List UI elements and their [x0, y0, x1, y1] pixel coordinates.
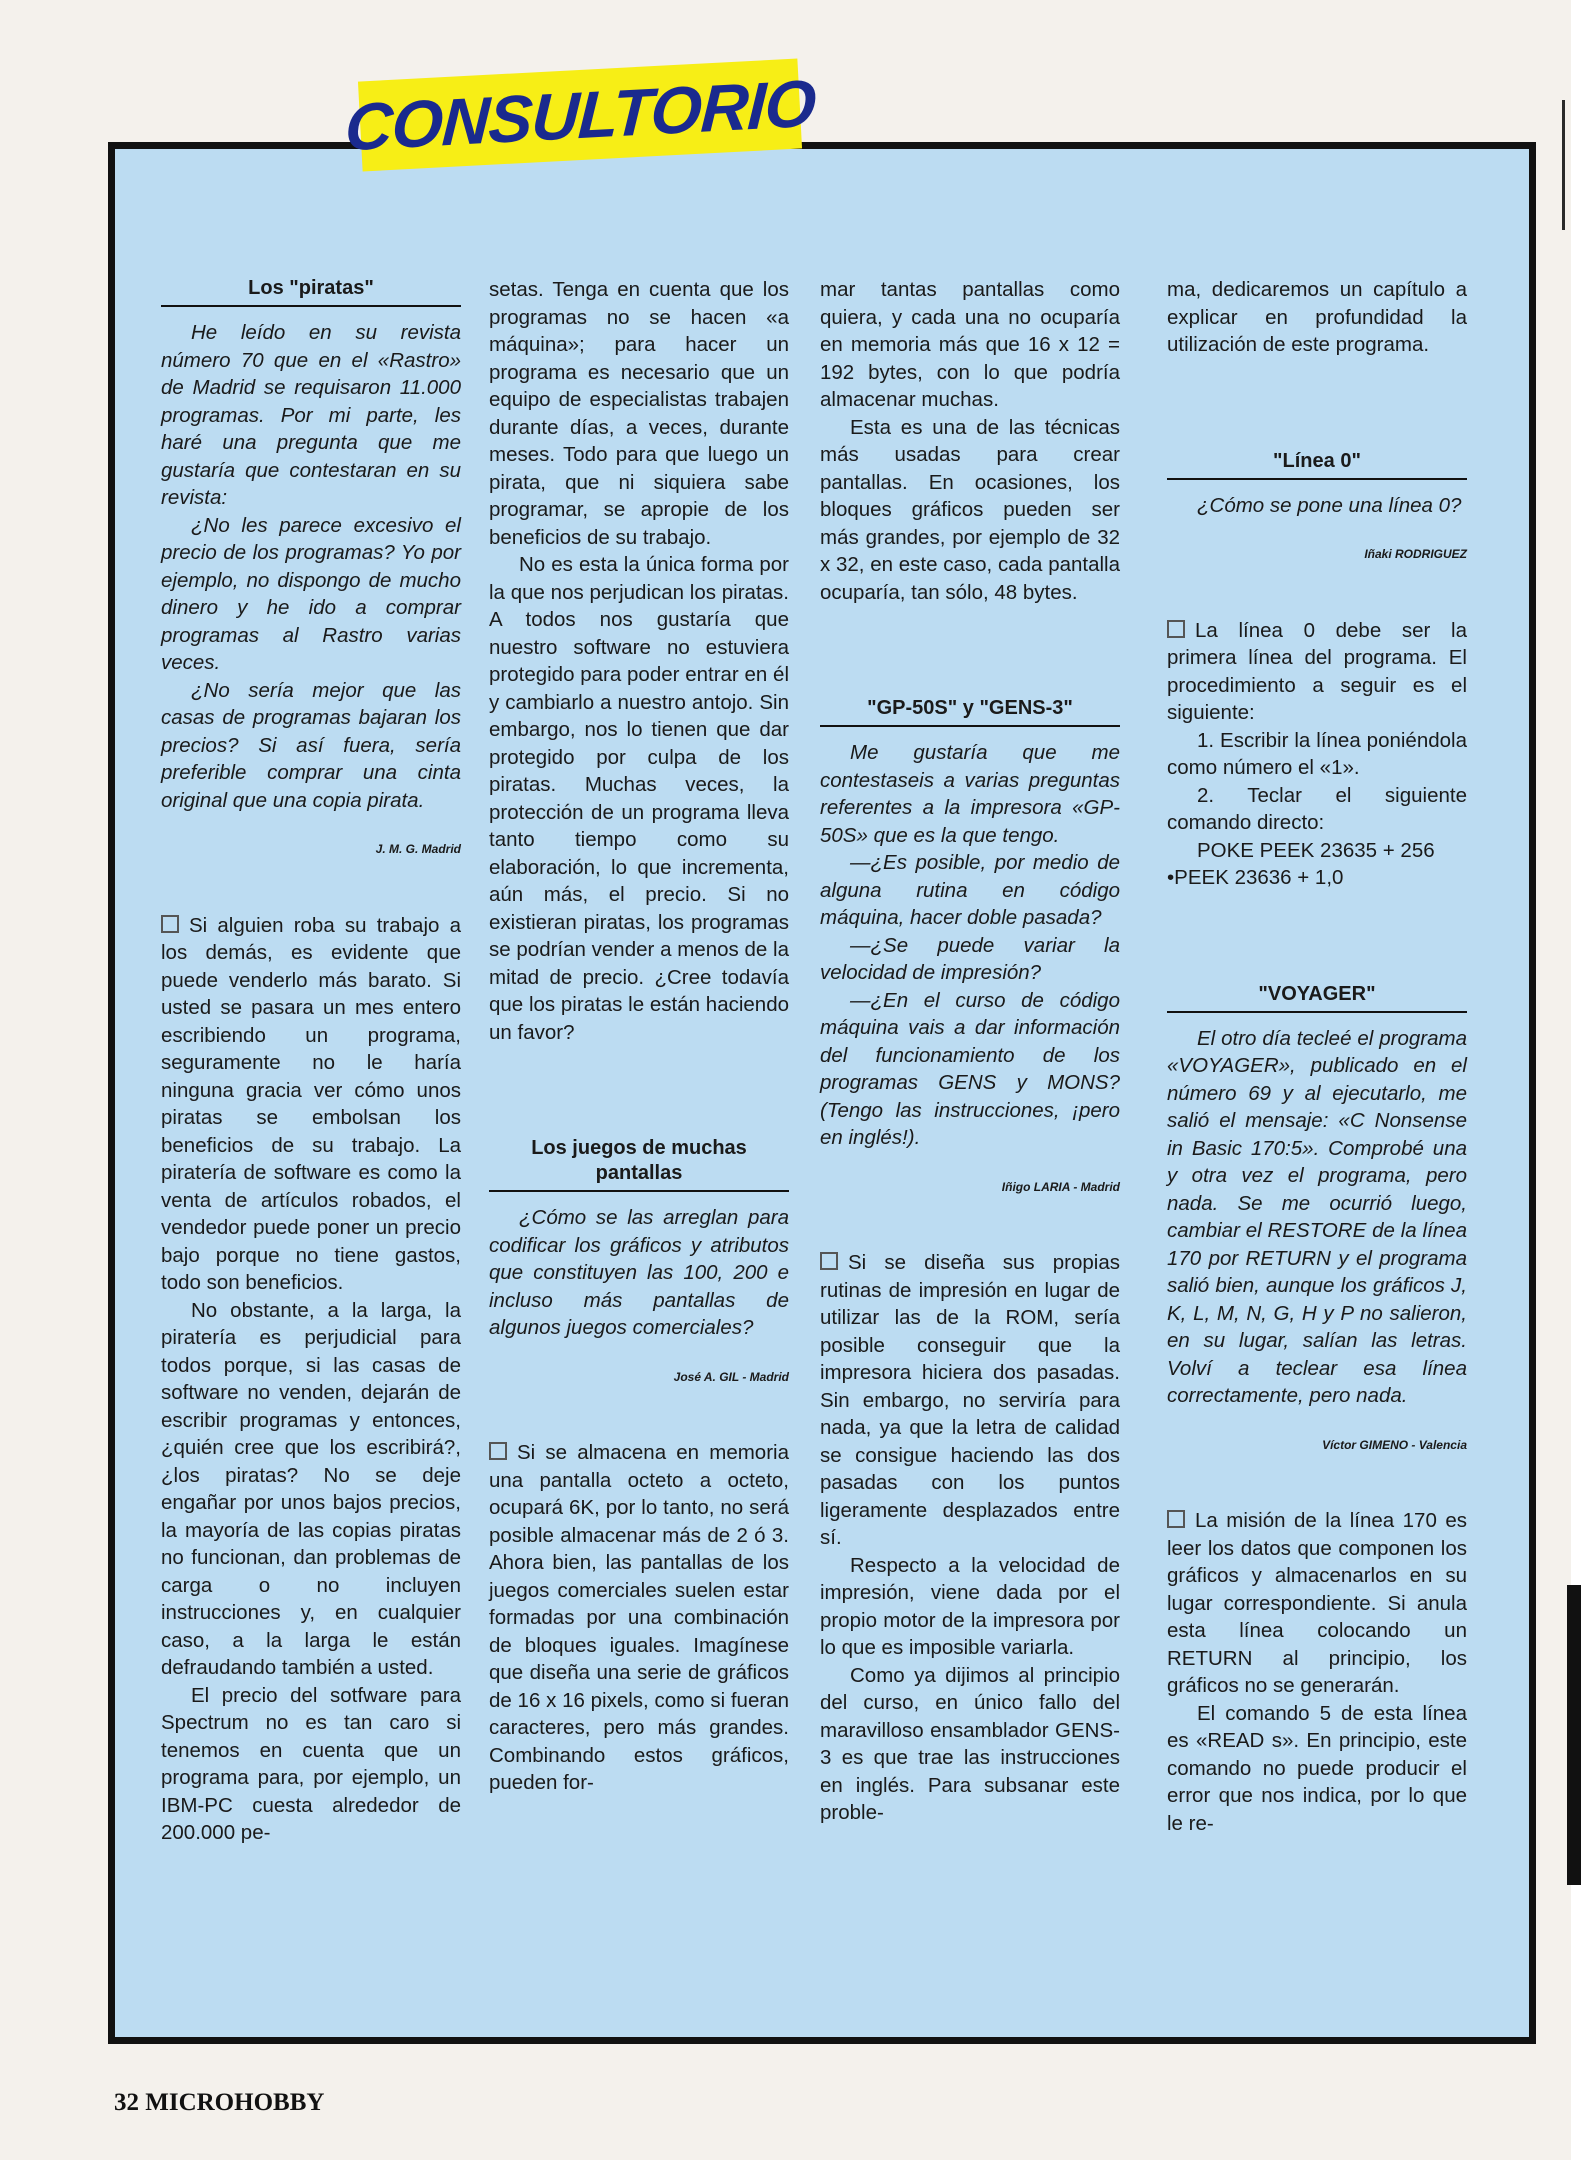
- answer-step: 2. Teclar el siguiente comando directo:: [1167, 783, 1467, 834]
- next-page-rule: [1562, 100, 1565, 230]
- answer-paragraph: mar tantas pantallas como quiera, y cada una no ocuparía en memoria más que 16 x 12 = 192 bytes, con lo que podría almacenar muchas.: [820, 278, 1120, 411]
- letter-signature: Iñigo LARIA - Madrid: [1001, 1179, 1120, 1194]
- page-footer: 32 MICROHOBBY: [114, 2089, 325, 2116]
- answer-box-icon: [489, 1442, 507, 1460]
- answer-paragraph: La línea 0 debe ser la primera línea del programa. El procedimiento a seguir es el siguiente:: [1167, 618, 1467, 724]
- letter-heading: "Línea 0": [1167, 449, 1467, 480]
- column-2: [489, 276, 789, 1797]
- letter-question: ¿Cómo se pone una línea 0?: [1197, 493, 1462, 517]
- answer-paragraph: Si se diseña sus propias rutinas de impresión en lugar de utilizar las de la ROM, sería posible conseguir que la impresora hiciera dos pasadas. Sin embargo, no serviría para nada, ya que la letra de calidad se consigue haciendo las dos pasadas con los puntos ligeramente desplazados entre sí.: [820, 1251, 1120, 1549]
- letter-heading: Los "piratas": [161, 276, 461, 307]
- letter-question: —¿Se puede variar la velocidad de impresión?: [820, 933, 1120, 984]
- column-3: [820, 276, 1120, 1827]
- letter-heading: "VOYAGER": [1167, 982, 1467, 1013]
- letter-question: ¿No les parece excesivo el precio de los programas? Yo por ejemplo, no dispongo de mucho dinero y he ido a comprar programas al Rastro varias veces.: [161, 513, 461, 674]
- answer-paragraph: El comando 5 de esta línea es «READ s». En principio, este comando no puede producir el error que nos indica, por lo que le re-: [1167, 1701, 1467, 1835]
- answer-paragraph: Si se almacena en memoria una pantalla octeto a octeto, ocupará 6K, por lo tanto, no será posible almacenar más de 2 ó 3. Ahora bien, las pantallas de los juegos comerciales suelen estar formadas por una combinación de bloques iguales. Imagínese que diseña una serie de gráficos de 16 x 16 pixels, como si fueran caracteres, pero más grandes. Combinando estos gráficos, pueden for-: [489, 1441, 789, 1794]
- code-line: POKE PEEK 23635 + 256: [1197, 838, 1435, 862]
- next-page-tab: [1567, 1585, 1581, 1885]
- letter-question: ¿No sería mejor que las casas de programas bajaran los precios? Si así fuera, sería preferible comprar una cinta original que una copia pirata.: [161, 678, 461, 812]
- letter-heading: Los juegos de muchas pantallas: [489, 1136, 789, 1192]
- code-line: •PEEK 23636 + 1,0: [1167, 866, 1344, 889]
- column-1: [161, 276, 461, 1847]
- answer-box-icon: [1167, 1510, 1185, 1528]
- answer-step: 1. Escribir la línea poniéndola como número el «1».: [1167, 728, 1467, 779]
- answer-box-icon: [820, 1252, 838, 1270]
- answer-paragraph: ma, dedicaremos un capítulo a explicar en profundidad la utilización de este programa.: [1167, 278, 1467, 356]
- letter-signature: Iñaki RODRIGUEZ: [1364, 547, 1467, 561]
- answer-paragraph: No obstante, a la larga, la piratería es perjudicial para todos porque, si las casas de software no venden, dejarán de escribir programas y entonces, ¿quién cree que los escribirá?, ¿los piratas? No se deje engañar por unos bajos precios, la mayoría de las copias piratas no funcionan, dan problemas de carga o no incluyen instrucciones y, en cualquier caso, a la larga le están defraudando también a usted.: [161, 1298, 461, 1679]
- answer-paragraph: setas. Tenga en cuenta que los programas no se hacen «a máquina»; para hacer un programa es necesario que un equipo de especialistas trabajen durante días, a veces, durante meses. Todo para que luego un pirata, que ni siquiera sabe programar, se apropie de los beneficios de su trabajo.: [489, 278, 789, 549]
- answer-paragraph: Como ya dijimos al principio del curso, en único fallo del maravilloso ensamblador GENS-3 es que trae las instrucciones en inglés. Para subsanar este proble-: [820, 1663, 1120, 1824]
- letter-question: —¿En el curso de código máquina vais a dar información del funcionamiento de los programas GENS y MONS? (Tengo las instrucciones, ¡pero en inglés!).: [820, 988, 1120, 1149]
- answer-paragraph: Esta es una de las técnicas más usadas para crear pantallas. En ocasiones, los bloques gráficos pueden ser más grandes, por ejemplo de 32 x 32, en este caso, cada pantalla ocuparía, tan sólo, 48 bytes.: [820, 415, 1120, 604]
- answer-paragraph: La misión de la línea 170 es leer los datos que componen los gráficos y almacenarlos en su lugar correspondiente. Si anula esta línea colocando un RETURN al principio, los gráficos no se generarán.: [1167, 1509, 1467, 1697]
- answer-paragraph: Si alguien roba su trabajo a los demás, es evidente que puede venderlo más barato. Si usted se pasara un mes entero escribiendo un programa, seguramente no le haría ninguna gracia ver cómo unos piratas se embolsan los beneficios de su trabajo. La piratería de software es como la venta de artículos robados, el vendedor puede poner un precio bajo porque no tiene gastos, todo son beneficios.: [161, 913, 461, 1294]
- answer-paragraph: El precio del sotfware para Spectrum no es tan caro si tenemos en cuenta que un programa para, por ejemplo, un IBM-PC cuesta alrededor de 200.000 pe-: [161, 1683, 461, 1844]
- letter-signature: Víctor GIMENO - Valencia: [1322, 1437, 1467, 1452]
- column-4: [1167, 276, 1467, 1837]
- letter-signature: José A. GIL - Madrid: [673, 1369, 789, 1384]
- section-title: CONSULTORIO: [343, 65, 817, 165]
- answer-box-icon: [1167, 620, 1185, 638]
- letter-question: Me gustaría que me contestaseis a varias preguntas referentes a la impresora «GP-50S» que es la que tengo.: [820, 741, 1120, 847]
- letter-question: He leído en su revista número 70 que en el «Rastro» de Madrid se requisaron 11.000 programas. Por mi parte, les haré una pregunta que me gustaría que contestaran en su revista:: [161, 321, 461, 509]
- letter-signature: J. M. G. Madrid: [375, 842, 461, 856]
- answer-box-icon: [161, 915, 179, 933]
- answer-paragraph: No es esta la única forma por la que nos perjudican los piratas. A todos nos gustaría que nuestro software no estuviera protegido para poder entrar en él y cambiarlo a nuestro antojo. Sin embargo, nos lo tienen que dar protegido por culpa de los piratas. Muchas veces, la protección de un programa lleva tanto tiempo como su elaboración, lo que incrementa, aún más, el precio. Si no existieran piratas, los programas se podrían vender a menos de la mitad de precio. ¿Cree todavía que los piratas le están haciendo un favor?: [489, 553, 789, 1044]
- letter-heading: "GP-50S" y "GENS-3": [820, 696, 1120, 727]
- letter-question: El otro día tecleé el programa «VOYAGER», publicado en el número 69 y al ejecutarlo, me salió el mensaje: «C Nonsense in Basic 170:5». Comprobé una y otra vez el programa, pero nada. Se me ocurrió luego, cambiar el RESTORE de la línea 170 por RETURN y el programa salió bien, aunque los gráficos J, K, L, M, N, G, H y P no salieron, en su lugar, salían las letras. Volví a teclear esa línea correctamente, pero nada.: [1167, 1026, 1467, 1407]
- letter-question: ¿Cómo se las arreglan para codificar los gráficos y atributos que constituyen las 100, 200 e incluso más pantallas de algunos juegos comerciales?: [489, 1206, 789, 1339]
- answer-paragraph: Respecto a la velocidad de impresión, viene dada por el propio motor de la impresora por lo que es imposible variarla.: [820, 1553, 1120, 1659]
- letter-question: —¿Es posible, por medio de alguna rutina en código máquina, hacer doble pasada?: [820, 851, 1120, 929]
